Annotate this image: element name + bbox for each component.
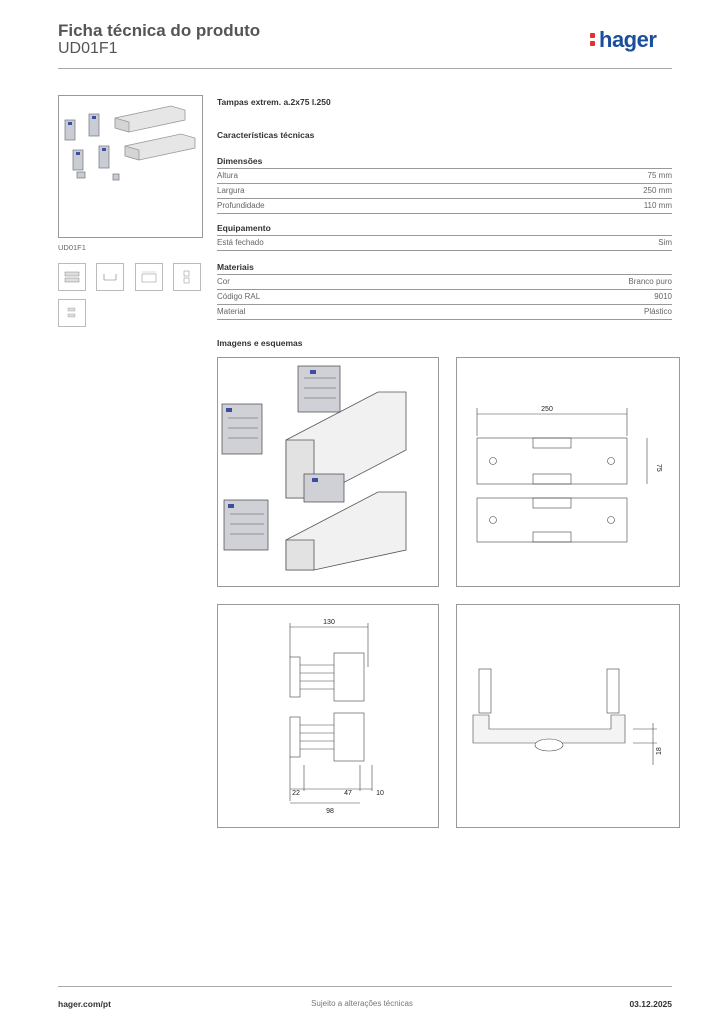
thumb-detail-icon <box>59 300 85 326</box>
dim-top-label: 130 <box>323 619 335 626</box>
spec-label: Material <box>217 307 246 316</box>
footer-date: 03.12.2025 <box>629 999 672 1009</box>
images-heading: Imagens e esquemas <box>217 338 303 348</box>
spec-row <box>217 199 672 214</box>
spec-group-title: Dimensões <box>217 156 672 169</box>
spec-value: 110 mm <box>643 201 672 210</box>
spec-group-title: Materiais <box>217 262 672 275</box>
product-reference: UD01F1 <box>58 40 118 57</box>
section-view-drawing-icon <box>457 605 679 827</box>
footer-website-link[interactable]: hager.com/pt <box>58 999 111 1009</box>
thumbnail-top-view[interactable] <box>96 263 124 291</box>
spec-row <box>217 290 672 305</box>
product-photo-icon <box>59 96 202 237</box>
spec-value: Sim <box>658 238 672 247</box>
isometric-illustration-icon <box>218 358 438 586</box>
logo-mark-icon <box>590 31 596 47</box>
spec-value: Branco puro <box>628 277 672 286</box>
spec-group-dimensions <box>217 156 672 214</box>
top-view-drawing-icon <box>457 358 679 586</box>
spec-value: 250 mm <box>643 186 672 195</box>
spec-label: Profundidade <box>217 201 265 210</box>
dim-c-label: 10 <box>376 790 384 797</box>
spec-group-materials <box>217 262 672 320</box>
specs-heading: Características técnicas <box>217 130 315 140</box>
panel-section-view[interactable] <box>456 604 680 828</box>
dim-height-label: 75 <box>655 464 662 472</box>
spec-group-title: Equipamento <box>217 223 672 236</box>
spec-row <box>217 305 672 320</box>
thumbnail-product[interactable] <box>58 263 86 291</box>
header-divider <box>58 68 672 69</box>
spec-row <box>217 184 672 199</box>
dim-total-label: 98 <box>326 808 334 815</box>
main-image-caption: UD01F1 <box>58 243 86 252</box>
thumbnail-front-view[interactable] <box>173 263 201 291</box>
thumbnail-side-view[interactable] <box>135 263 163 291</box>
spec-row <box>217 169 672 184</box>
spec-label: Altura <box>217 171 238 180</box>
dim-a-label: 22 <box>292 790 300 797</box>
spec-label: Código RAL <box>217 292 261 301</box>
product-name: Tampas extrem. a.2x75 l.250 <box>217 97 331 107</box>
panel-side-view[interactable] <box>217 604 439 828</box>
thumb-top-view-icon <box>97 264 123 290</box>
thumb-front-view-icon <box>174 264 200 290</box>
spec-group-equipment <box>217 223 672 251</box>
spec-row <box>217 275 672 290</box>
dim-width-label: 250 <box>541 406 553 413</box>
dim-b-label: 47 <box>344 790 352 797</box>
dim-depth-label: 18 <box>656 747 663 755</box>
hager-logo[interactable] <box>590 27 656 53</box>
thumb-product-icon <box>59 264 85 290</box>
spec-row <box>217 236 672 251</box>
spec-value: 75 mm <box>647 171 672 180</box>
panel-top-view[interactable] <box>456 357 680 587</box>
footer-divider <box>58 986 672 987</box>
thumb-side-view-icon <box>136 264 162 290</box>
footer-notice: Sujeito a alterações técnicas <box>311 999 413 1008</box>
main-product-image[interactable] <box>58 95 203 238</box>
panel-isometric[interactable] <box>217 357 439 587</box>
spec-value: Plástico <box>643 307 672 316</box>
page-title: Ficha técnica do produto <box>58 21 261 40</box>
side-view-drawing-icon <box>218 605 438 827</box>
thumbnail-detail[interactable] <box>58 299 86 327</box>
logo-wordmark: hager <box>599 27 657 52</box>
spec-label: Cor <box>217 277 230 286</box>
spec-value: 9010 <box>654 292 672 301</box>
spec-label: Largura <box>217 186 245 195</box>
spec-label: Está fechado <box>217 238 264 247</box>
